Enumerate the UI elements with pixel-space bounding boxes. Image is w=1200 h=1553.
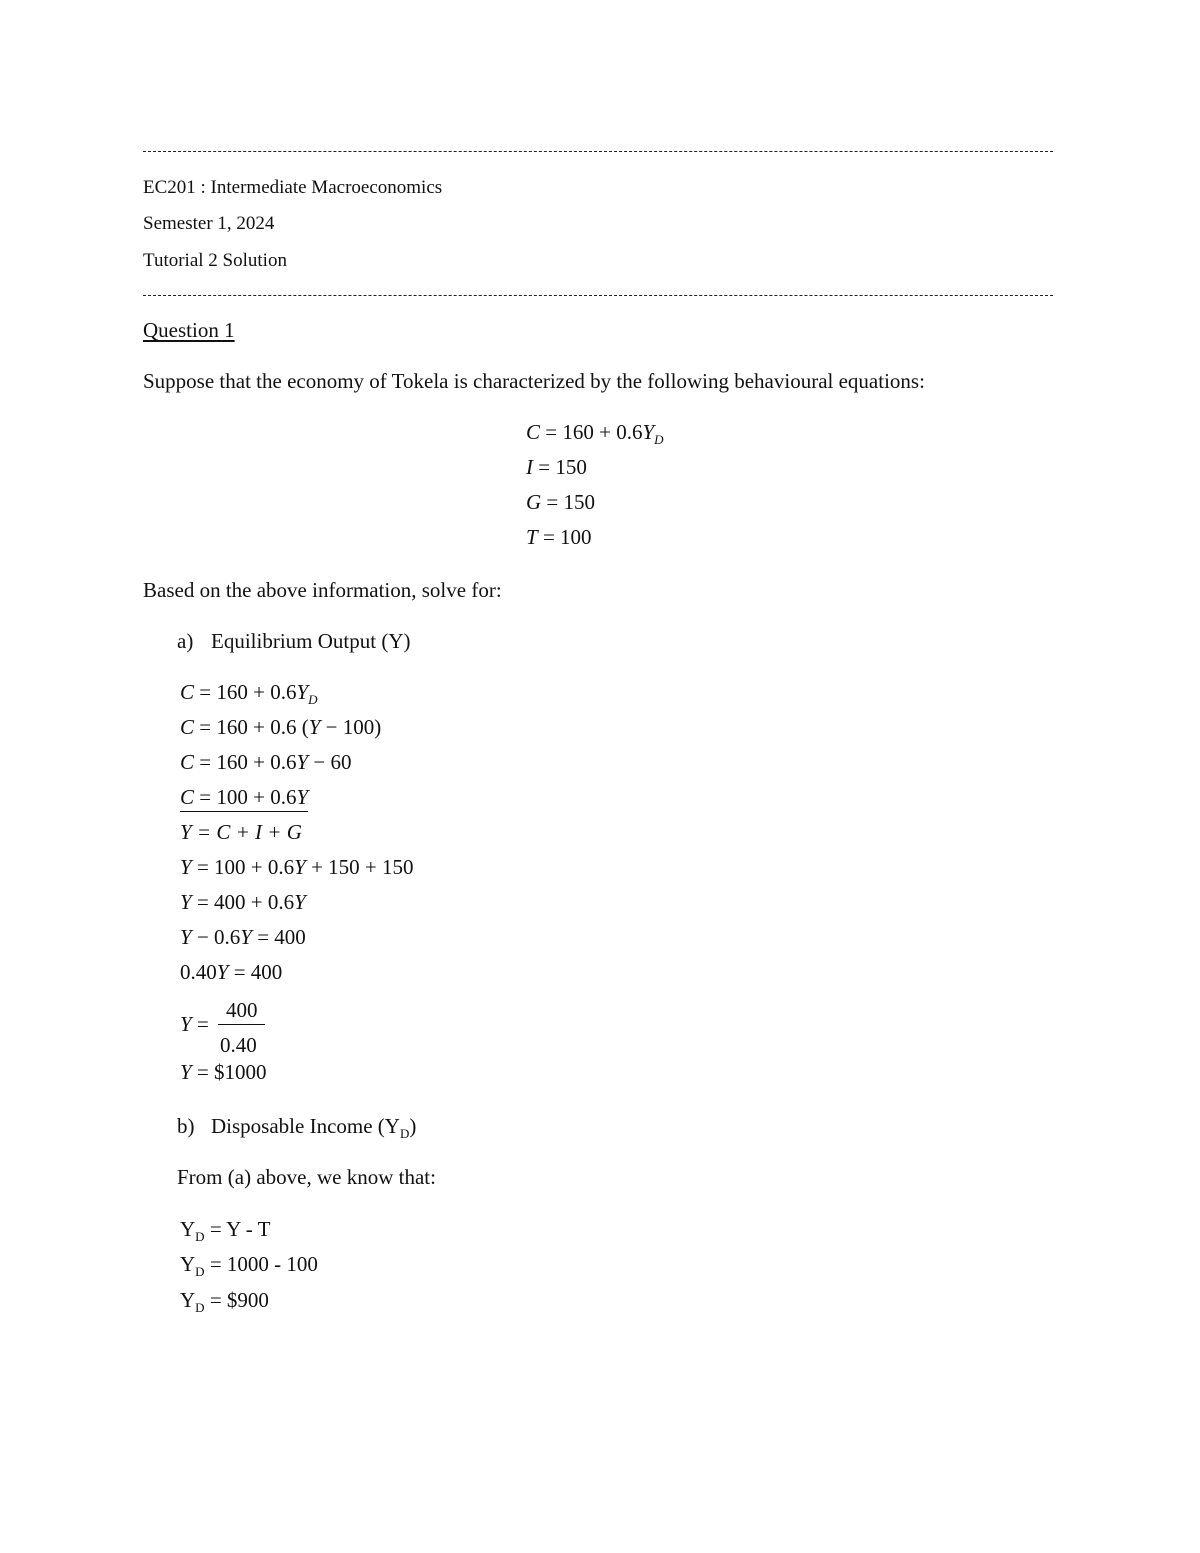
step-a5: Y = C + I + G <box>180 820 302 844</box>
fraction-denominator: 0.40 <box>220 1033 257 1057</box>
solve-for-text: Based on the above information, solve for: <box>143 578 502 602</box>
step-a10-lhs: Y = <box>180 1012 209 1036</box>
question-heading: Question 1 <box>143 318 235 342</box>
step-a7: Y = 400 + 0.6Y <box>180 890 306 914</box>
part-a-title: Equilibrium Output (Y) <box>211 629 411 653</box>
step-a6: Y = 100 + 0.6Y + 150 + 150 <box>180 855 414 879</box>
step-b2: $Y_D = 1000 - 100$ <box>180 1252 318 1279</box>
course-title: EC201 : Intermediate Macroeconomics <box>143 177 443 198</box>
given-investment-equation: I = 150 <box>526 455 587 479</box>
fraction-numerator: 400 <box>226 998 258 1022</box>
question-intro: Suppose that the economy of Tokela is characterized by the following behavioural equations: <box>143 369 925 393</box>
given-consumption-equation: $C = 160 + 0.6Y_D$ <box>526 420 664 447</box>
part-b-from-text: From (a) above, we know that: <box>177 1165 436 1189</box>
step-b3-result: $Y_D$ = $900 <box>180 1288 269 1315</box>
step-a4: C = 100 + 0.6Y <box>180 787 308 808</box>
bottom-divider <box>143 295 1053 296</box>
given-tax-equation: T = 100 <box>526 525 592 549</box>
part-b-label: b) <box>177 1114 195 1138</box>
part-b-title: Disposable Income $(Y_D)$ <box>211 1114 417 1141</box>
fraction-bar <box>218 1024 265 1025</box>
step-a2: C = 160 + 0.6 (Y − 100) <box>180 715 382 739</box>
step-a9: 0.40Y = 400 <box>180 960 283 984</box>
part-a-label: a) <box>177 629 194 653</box>
step-b1: $Y_D = Y - T$ <box>180 1217 271 1244</box>
semester-label: Semester 1, 2024 <box>143 213 275 234</box>
step-a1: $C = 160 + 0.6Y_D$ <box>180 680 318 707</box>
step-a3: C = 160 + 0.6Y − 60 <box>180 750 352 774</box>
step-a11-result: Y = $1000 <box>180 1060 267 1084</box>
step-a8: Y − 0.6Y = 400 <box>180 925 306 949</box>
tutorial-title: Tutorial 2 Solution <box>143 250 287 271</box>
top-divider <box>143 151 1053 152</box>
given-government-equation: G = 150 <box>526 490 596 514</box>
